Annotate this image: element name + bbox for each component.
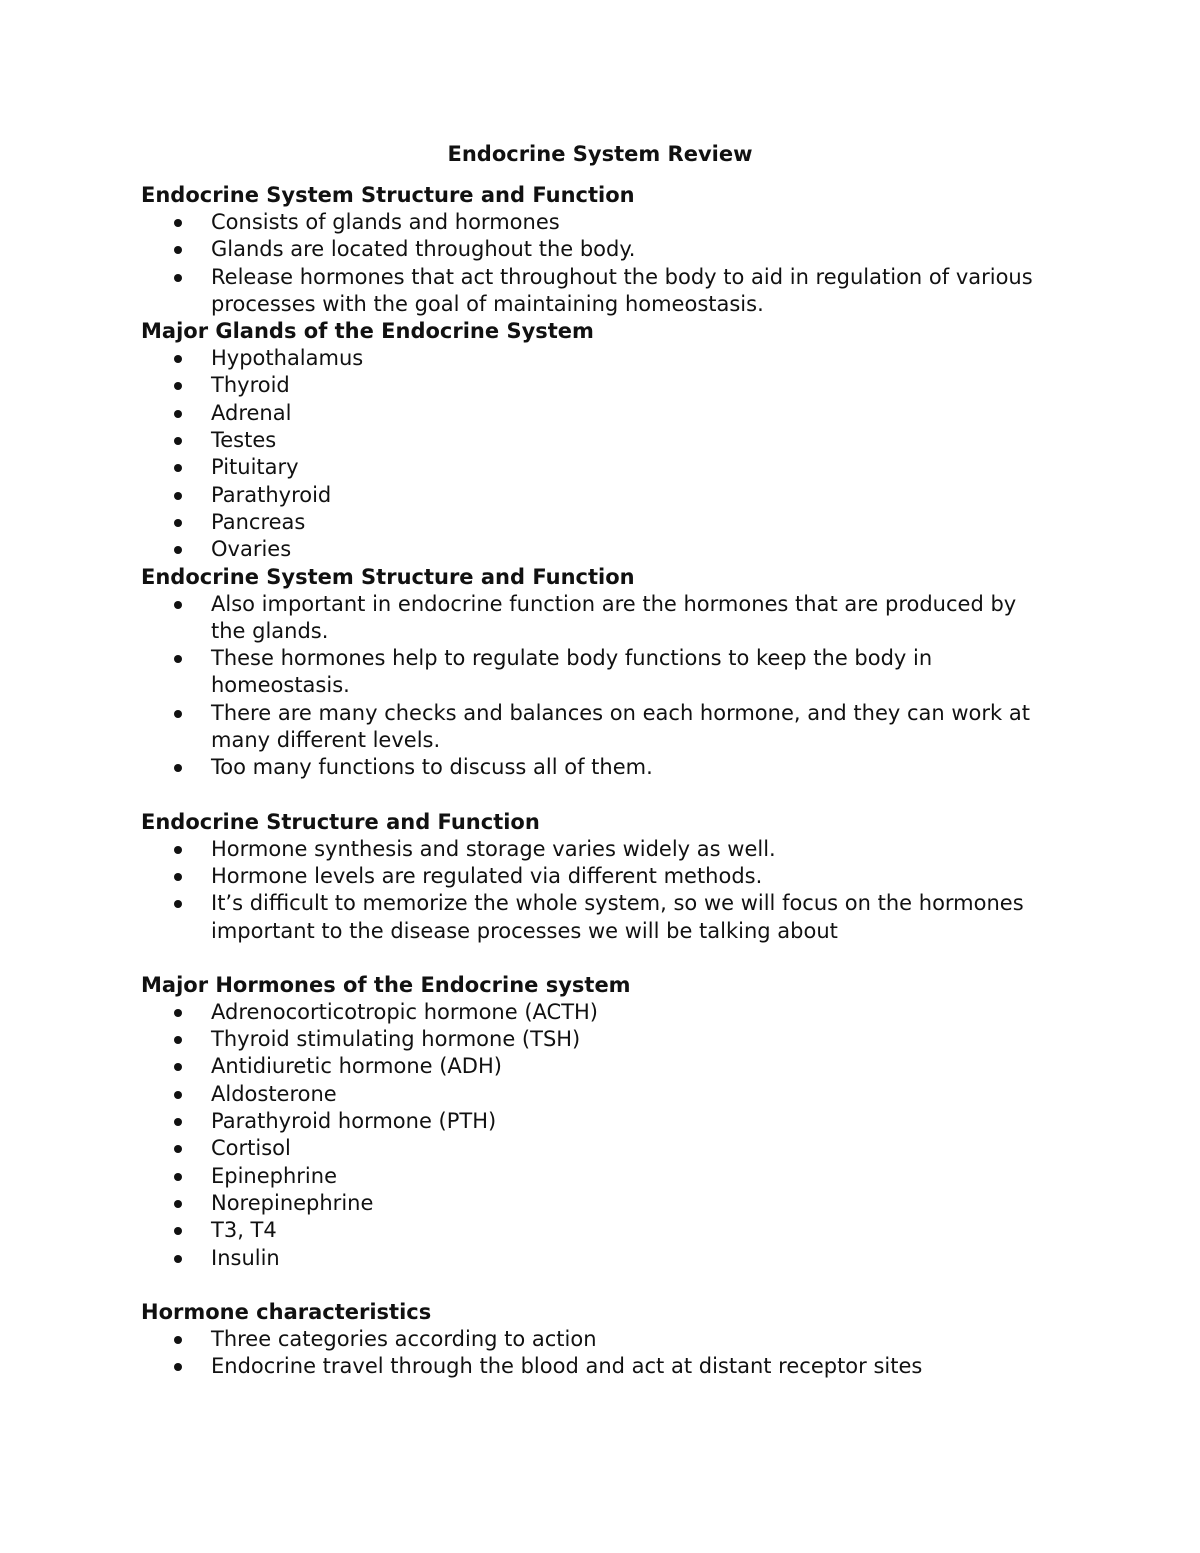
list-item <box>141 645 1041 700</box>
section-heading: Major Hormones of the Endocrine system <box>141 972 631 997</box>
list-item-text: Hormone synthesis and storage varies widely as well. <box>211 836 776 861</box>
bullet-icon <box>174 519 182 527</box>
list-item <box>141 1053 1041 1080</box>
bullet-icon <box>174 219 182 227</box>
list-item-text: Antidiuretic hormone (ADH) <box>211 1054 502 1079</box>
bullet-icon <box>174 1009 182 1017</box>
document-title: Endocrine System Review <box>447 142 753 166</box>
list-item-text: Release hormones that act throughout the body to aid in regulation of various processes with the goal of maintaining homeostasis. <box>211 264 1033 316</box>
section-heading: Major Glands of the Endocrine System <box>141 319 594 344</box>
bullet-icon <box>174 546 182 554</box>
list-item-text: It’s difficult to memorize the whole system, so we will focus on the hormones important to the disease processes we will be talking about <box>211 891 1024 943</box>
list-item <box>141 700 1041 755</box>
bullet-icon <box>174 464 182 472</box>
list-item-text: Ovaries <box>211 537 292 562</box>
list-item <box>141 209 1041 236</box>
list-item <box>141 1135 1041 1162</box>
section <box>141 809 1050 945</box>
list-item <box>141 890 1041 945</box>
bullet-icon <box>174 410 182 418</box>
list-item-text: Epinephrine <box>211 1163 337 1188</box>
bullet-icon <box>174 1363 182 1371</box>
list-item-text: Too many functions to discuss all of them. <box>211 755 653 780</box>
bullet-icon <box>174 1036 182 1044</box>
section-heading: Endocrine System Structure and Function <box>141 183 635 207</box>
list-item-text: Parathyroid hormone (PTH) <box>211 1109 497 1134</box>
list-item <box>141 1353 1041 1380</box>
list-item <box>141 1190 1041 1217</box>
bullet-list <box>141 209 1050 318</box>
list-item-text: Hypothalamus <box>211 346 364 371</box>
bullet-icon <box>174 710 182 718</box>
list-item <box>141 264 1041 319</box>
list-item <box>141 1245 1041 1272</box>
list-item <box>141 236 1041 263</box>
list-item-text: Parathyroid <box>211 482 332 507</box>
bullet-list <box>141 345 1050 563</box>
list-item-text: Endocrine travel through the blood and act at distant receptor sites <box>211 1354 923 1379</box>
list-item <box>141 1108 1041 1135</box>
bullet-icon <box>174 1336 182 1344</box>
bullet-icon <box>174 764 182 772</box>
list-item-text: Testes <box>211 428 277 453</box>
list-item-text: Adrenocorticotropic hormone (ACTH) <box>211 999 599 1024</box>
list-item-text: Pancreas <box>211 509 306 534</box>
bullet-icon <box>174 355 182 363</box>
list-item <box>141 1026 1041 1053</box>
bullet-icon <box>174 1145 182 1153</box>
list-item <box>141 427 1041 454</box>
list-item-text: Thyroid stimulating hormone (TSH) <box>211 1027 581 1052</box>
list-item <box>141 1163 1041 1190</box>
list-item-text: Three categories according to action <box>211 1326 597 1351</box>
bullet-icon <box>174 1173 182 1181</box>
section <box>141 564 1050 782</box>
list-item <box>141 482 1041 509</box>
list-item <box>141 345 1041 372</box>
section <box>141 182 1050 318</box>
bullet-list <box>141 591 1050 782</box>
list-item <box>141 536 1041 563</box>
list-item-text: These hormones help to regulate body functions to keep the body in homeostasis. <box>211 646 933 698</box>
list-item-text: Cortisol <box>211 1136 291 1161</box>
section <box>141 1299 1050 1381</box>
section-heading: Endocrine Structure and Function <box>141 809 540 834</box>
bullet-icon <box>174 1227 182 1235</box>
list-item-text: Glands are located throughout the body. <box>211 237 636 262</box>
bullet-icon <box>174 1091 182 1099</box>
bullet-icon <box>174 492 182 500</box>
list-item-text: Aldosterone <box>211 1081 337 1106</box>
bullet-icon <box>174 655 182 663</box>
bullet-icon <box>174 1255 182 1263</box>
list-item-text: Hormone levels are regulated via different methods. <box>211 863 763 888</box>
document-body <box>141 182 1050 1380</box>
list-item-text: Adrenal <box>211 400 292 425</box>
list-item <box>141 591 1041 646</box>
list-item-text: Norepinephrine <box>211 1190 374 1215</box>
bullet-icon <box>174 246 182 254</box>
bullet-icon <box>174 900 182 908</box>
list-item <box>141 454 1041 481</box>
list-item <box>141 1326 1041 1353</box>
bullet-icon <box>174 274 182 282</box>
list-item-text: Insulin <box>211 1245 280 1270</box>
bullet-icon <box>174 601 182 609</box>
bullet-icon <box>174 873 182 881</box>
bullet-icon <box>174 846 182 854</box>
bullet-list <box>141 836 1050 945</box>
list-item <box>141 754 1041 781</box>
list-item <box>141 1081 1041 1108</box>
list-item <box>141 509 1041 536</box>
bullet-icon <box>174 382 182 390</box>
section <box>141 318 1050 563</box>
list-item <box>141 1217 1041 1244</box>
list-item-text: There are many checks and balances on each hormone, and they can work at many different levels. <box>211 700 1030 753</box>
section-heading: Hormone characteristics <box>141 1299 432 1324</box>
bullet-icon <box>174 1063 182 1071</box>
section-heading: Endocrine System Structure and Function <box>141 564 635 589</box>
bullet-icon <box>174 1200 182 1208</box>
list-item <box>141 400 1041 427</box>
list-item-text: Consists of glands and hormones <box>211 210 560 234</box>
bullet-icon <box>174 437 182 445</box>
list-item <box>141 863 1041 890</box>
section <box>141 972 1050 1272</box>
list-item-text: Thyroid <box>211 373 290 398</box>
list-item <box>141 999 1041 1026</box>
bullet-list <box>141 1326 1050 1381</box>
bullet-icon <box>174 1118 182 1126</box>
list-item-text: Pituitary <box>211 455 299 480</box>
list-item-text: Also important in endocrine function are the hormones that are produced by the glands. <box>211 591 1017 643</box>
bullet-list <box>141 999 1050 1272</box>
list-item-text: T3, T4 <box>211 1218 277 1243</box>
list-item <box>141 372 1041 399</box>
list-item <box>141 836 1041 863</box>
